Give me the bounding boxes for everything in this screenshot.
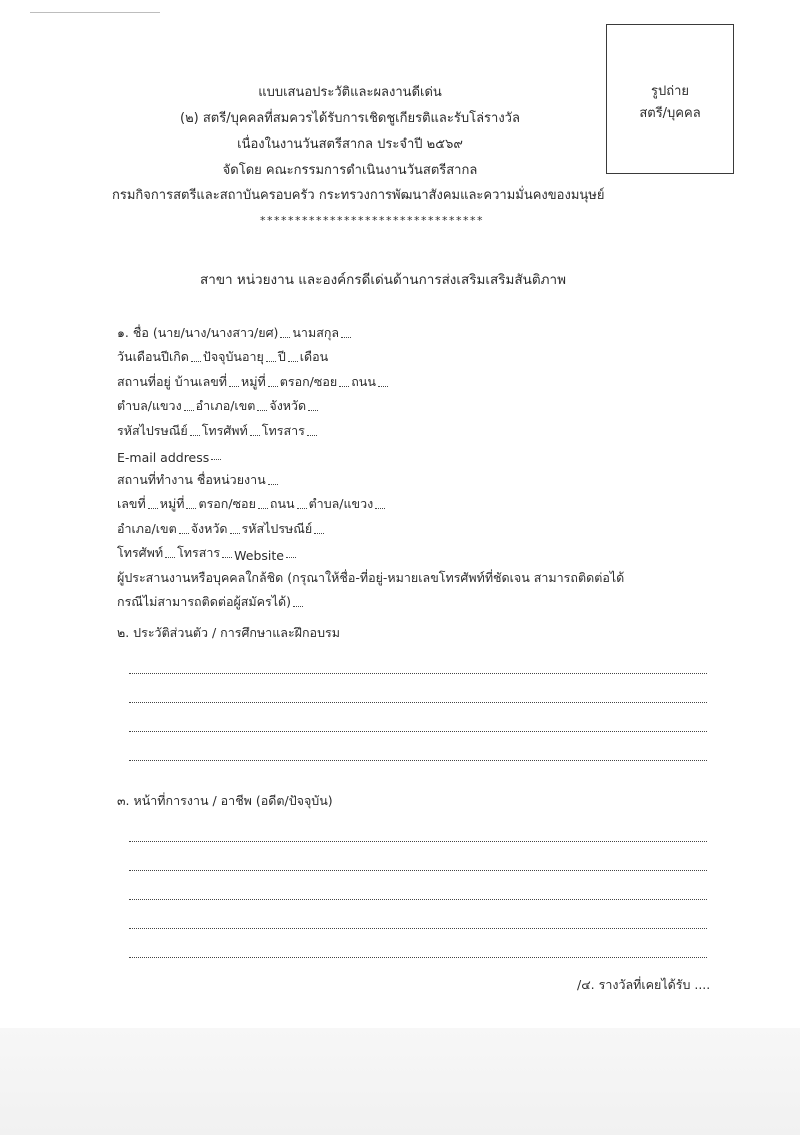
section-3-line[interactable] bbox=[129, 929, 707, 958]
postal-label: รหัสไปรษณีย์ bbox=[117, 422, 188, 438]
surname-label: นามสกุล bbox=[292, 324, 340, 340]
photo-box-line2: สตรี/บุคคล bbox=[639, 106, 701, 121]
header-occasion: เนื่องในงานวันสตรีสากล ประจำปี ๒๕๖๙ bbox=[237, 137, 463, 152]
name-label: ๑. ชื่อ (นาย/นาง/นางสาว/ยศ) bbox=[117, 324, 279, 340]
postal-field[interactable] bbox=[190, 435, 200, 436]
birth-row bbox=[117, 343, 707, 368]
email-field[interactable] bbox=[211, 459, 221, 460]
age-months-field[interactable] bbox=[288, 361, 298, 362]
header-organizer: จัดโดย คณะกรรมการดำเนินงานวันสตรีสากล bbox=[222, 163, 478, 178]
district-label: อำเภอ/เขต bbox=[195, 398, 256, 413]
section-2-line[interactable] bbox=[129, 732, 707, 761]
header-subtitle: (๒) สตรี/บุคคลที่สมควรได้รับการเชิดชูเกียรติและรับโล่รางวัล bbox=[180, 111, 520, 126]
work-subdistrict-label: ตำบล/แขวง bbox=[308, 496, 374, 511]
header-department: กรมกิจการสตรีและสถาบันครอบครัว กระทรวงการพัฒนาสังคมและความมั่นคงของมนุษย์ bbox=[112, 188, 605, 203]
work-number-label: เลขที่ bbox=[117, 496, 146, 511]
road-label: ถนน bbox=[351, 373, 376, 389]
photo-box bbox=[606, 24, 734, 174]
province-label: จังหวัด bbox=[269, 398, 307, 413]
district-field[interactable] bbox=[257, 410, 267, 411]
subdistrict-field[interactable] bbox=[184, 410, 194, 411]
work-district-field[interactable] bbox=[179, 533, 189, 534]
contact-row bbox=[117, 416, 707, 441]
work-postal-field[interactable] bbox=[314, 533, 324, 534]
section-3-line[interactable] bbox=[129, 871, 707, 900]
photo-box-line1: รูปถ่าย bbox=[650, 84, 690, 99]
moo-label: หมู่ที่ bbox=[241, 373, 266, 389]
section-2-line[interactable] bbox=[129, 645, 707, 674]
section-2-header bbox=[117, 618, 707, 643]
coordinator-field[interactable] bbox=[293, 606, 303, 607]
fax-field[interactable] bbox=[307, 435, 317, 436]
age-years-field[interactable] bbox=[266, 361, 276, 362]
work-province-label: จังหวัด bbox=[190, 520, 228, 536]
work-alley-field[interactable] bbox=[258, 508, 268, 509]
work-number-field[interactable] bbox=[148, 508, 158, 509]
workplace-field[interactable] bbox=[268, 484, 278, 485]
section-title: สาขา หน่วยงาน และองค์กรดีเด่นด้านการส่งเสริมเสริมสันติภาพ bbox=[200, 272, 567, 288]
subdistrict-label: ตำบล/แขวง bbox=[117, 398, 182, 413]
section-2-lines bbox=[117, 645, 707, 761]
email-row bbox=[117, 441, 707, 466]
header-title: แบบเสนอประวัติและผลงานดีเด่น bbox=[258, 85, 442, 100]
house-number-field[interactable] bbox=[229, 386, 239, 387]
work-fax-field[interactable] bbox=[222, 557, 232, 558]
work-road-label: ถนน bbox=[269, 496, 295, 511]
section-3-line[interactable] bbox=[129, 842, 707, 871]
alley-field[interactable] bbox=[339, 386, 349, 387]
header-stars: ******************************** bbox=[260, 214, 484, 227]
address-row bbox=[117, 367, 707, 392]
section-2-line[interactable] bbox=[129, 703, 707, 732]
birthdate-field[interactable] bbox=[191, 361, 201, 362]
section-3-label: ๓. หน้าที่การงาน / อาชีพ (อดีต/ปัจจุบัน) bbox=[117, 793, 333, 808]
surname-field[interactable] bbox=[341, 337, 351, 338]
coordinator-row-1 bbox=[117, 563, 707, 588]
work-moo-field[interactable] bbox=[186, 508, 196, 509]
work-fax-label: โทรสาร bbox=[177, 545, 221, 560]
work-province-field[interactable] bbox=[230, 533, 240, 534]
work-phone-field[interactable] bbox=[165, 557, 175, 558]
province-field[interactable] bbox=[308, 410, 318, 411]
work-subdistrict-field[interactable] bbox=[375, 508, 385, 509]
section-2-line[interactable] bbox=[129, 674, 707, 703]
work-postal-label: รหัสไปรษณีย์ bbox=[241, 520, 313, 536]
coordinator-label-cont: กรณีไม่สามารถติดต่อผู้สมัครได้) bbox=[117, 594, 292, 609]
phone-field[interactable] bbox=[250, 435, 260, 436]
work-contact-row bbox=[117, 539, 707, 564]
birthdate-label: วันเดือนปีเกิด bbox=[117, 349, 189, 364]
workplace-row bbox=[117, 465, 707, 490]
coordinator-label: ผู้ประสานงานหรือบุคคลใกล้ชิด (กรุณาให้ชื่อ-ที่อยู่-หมายเลขโทรศัพท์ที่ชัดเจน สามารถติดต่อได้ bbox=[117, 569, 625, 585]
road-field[interactable] bbox=[378, 386, 388, 387]
scan-bottom-margin bbox=[0, 1028, 800, 1135]
work-phone-label: โทรศัพท์ bbox=[117, 545, 164, 560]
phone-label: โทรศัพท์ bbox=[201, 422, 248, 438]
work-address-row bbox=[117, 490, 707, 515]
alley-label: ตรอก/ซอย bbox=[279, 373, 338, 389]
section-3-line[interactable] bbox=[129, 900, 707, 929]
email-label: E-mail address bbox=[117, 450, 210, 465]
website-label: Website bbox=[234, 548, 284, 563]
year-label: ปี bbox=[277, 349, 286, 364]
top-rule bbox=[30, 12, 160, 13]
work-moo-label: หมู่ที่ bbox=[159, 496, 185, 511]
next-page-note: /๔. รางวัลที่เคยได้รับ .... bbox=[577, 977, 711, 992]
website-field[interactable] bbox=[286, 557, 296, 558]
locality-row bbox=[117, 392, 707, 417]
name-field[interactable] bbox=[280, 337, 290, 338]
section-3-lines bbox=[117, 813, 707, 958]
workplace-label: สถานที่ทำงาน ชื่อหน่วยงาน bbox=[117, 471, 266, 487]
age-label: ปัจจุบันอายุ bbox=[202, 349, 264, 364]
fax-label: โทรสาร bbox=[261, 422, 305, 438]
section-2-label: ๒. ประวัติส่วนตัว / การศึกษาและฝึกอบรม bbox=[117, 624, 340, 640]
work-district-label: อำเภอ/เขต bbox=[117, 520, 177, 536]
work-alley-label: ตรอก/ซอย bbox=[198, 496, 256, 511]
work-road-field[interactable] bbox=[297, 508, 307, 509]
work-locality-row bbox=[117, 514, 707, 539]
address-label: สถานที่อยู่ บ้านเลขที่ bbox=[117, 373, 228, 389]
nomination-form bbox=[117, 318, 707, 958]
section-3-line[interactable] bbox=[129, 813, 707, 842]
section-3-header bbox=[117, 787, 707, 812]
moo-field[interactable] bbox=[268, 386, 278, 387]
name-row bbox=[117, 318, 707, 343]
month-label: เดือน bbox=[299, 349, 329, 364]
form-header bbox=[100, 80, 600, 184]
coordinator-row-2 bbox=[117, 588, 707, 613]
